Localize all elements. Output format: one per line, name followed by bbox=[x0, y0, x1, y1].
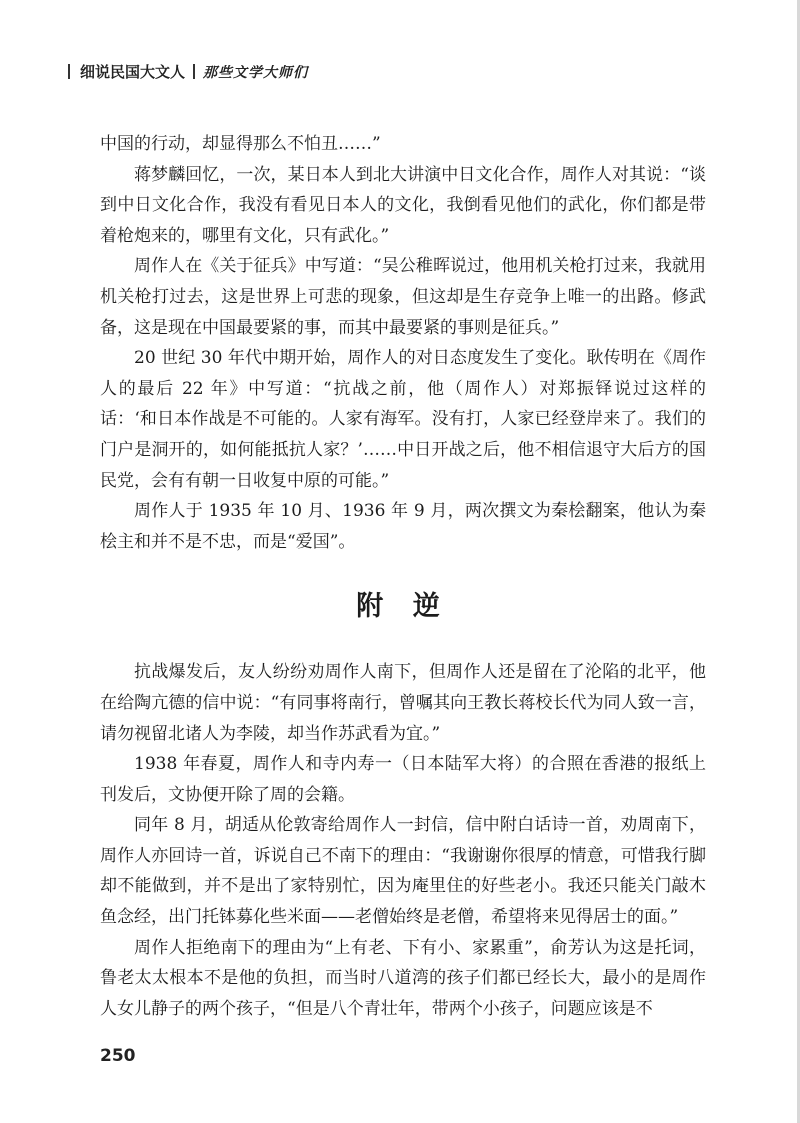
section-heading: 附 逆 bbox=[356, 591, 450, 623]
book-title: 细说民国大文人 bbox=[80, 63, 186, 81]
series-title: 那些文学大师们 bbox=[203, 64, 309, 81]
page-number: 250 bbox=[100, 1046, 136, 1066]
paragraph: 周作人在《关于征兵》中写道：“吴公稚晖说过，他用机关枪打过来，我就用机关枪打过去，这是世界上可悲的现象，但这却是生存竞争上唯一的出路。修武备，这是现在中国最要紧的事，而其中最要紧的事则是征兵。” bbox=[100, 256, 706, 338]
paragraph: 周作人拒绝南下的理由为“上有老、下有小、家累重”，俞芳认为这是托词，鲁老太太根本不是他的负担，而当时八道湾的孩子们都已经长大，最小的是周作人女儿静子的两个孩子，“但是八个青壮年，带两个小孩子，问题应该是不 bbox=[100, 937, 706, 1019]
body-text bbox=[100, 129, 706, 1024]
paragraph: 1938 年春夏，周作人和寺内寿一（日本陆军大将）的合照在香港的报纸上刊发后，文协便开除了周的会籍。 bbox=[100, 754, 706, 805]
header-divider bbox=[68, 64, 70, 79]
header-divider bbox=[193, 64, 195, 79]
paragraph: 周作人于 1935 年 10 月、1936 年 9 月，两次撰文为秦桧翻案，他认为秦桧主和并不是不忠，而是“爱国”。 bbox=[100, 501, 706, 552]
paragraph: 中国的行动，却显得那么不怕丑……” bbox=[100, 134, 381, 154]
running-header bbox=[68, 61, 308, 82]
paragraph: 蒋梦麟回忆，一次，某日本人到北大讲演中日文化合作，周作人对其说：“谈到中日文化合作，我没有看见日本人的文化，我倒看见他们的武化，你们都是带着枪炮来的，哪里有文化，只有武化。” bbox=[100, 164, 706, 246]
paragraph: 同年 8 月，胡适从伦敦寄给周作人一封信，信中附白话诗一首，劝周南下，周作人亦回诗一首，诉说自己不南下的理由：“我谢谢你很厚的情意，可惜我行脚却不能做到，并不是出了家特别忙，因为庵里住的好些老小。我还只能关门敲木鱼念经，出门托钵募化些米面——老僧始终是老僧，希望将来见得居士的面。” bbox=[100, 815, 706, 928]
paragraph: 20 世纪 30 年代中期开始，周作人的对日态度发生了变化。耿传明在《周作人的最后 22 年》中写道：“抗战之前，他（周作人）对郑振铎说过这样的话：‘和日本作战是不可能的。人家有海军。没有打，人家已经登岸来了。我们的门户是洞开的，如何能抵抗人家？’……中日开战之后，他不相信退守大后方的国民党，会有有朝一日收复中原的可能。” bbox=[100, 348, 706, 491]
paragraph: 抗战爆发后，友人纷纷劝周作人南下，但周作人还是留在了沦陷的北平，他在给陶亢德的信中说：“有同事将南行，曾嘱其向王教长蒋校长代为同人致一言，请勿视留北诸人为李陵，却当作苏武看为宜。” bbox=[100, 662, 706, 744]
